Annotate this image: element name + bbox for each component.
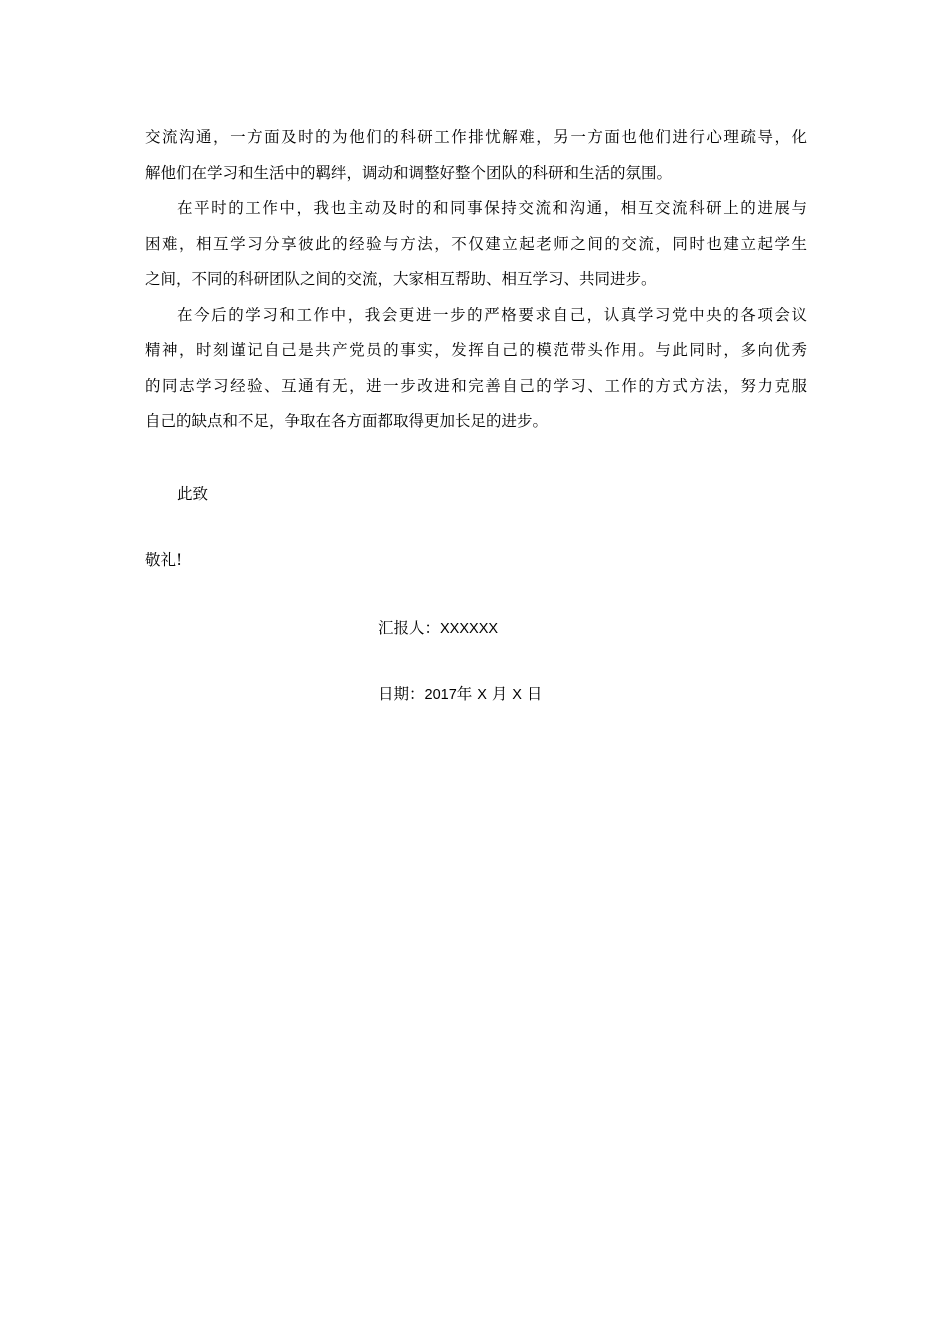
paragraph-line: 在平时的工作中，我也主动及时的和同事保持交流和沟通，相互交流科研上的进展与	[177, 199, 807, 217]
paragraph-future	[145, 298, 807, 440]
closing-respect: 敬礼!	[145, 551, 183, 569]
paragraph-communication	[145, 120, 807, 191]
paragraph-line: 之间，不同的科研团队之间的交流，大家相互帮助、相互学习、共同进步。	[145, 270, 657, 288]
letter-body	[145, 120, 807, 440]
reporter-name: XXXXXX	[440, 621, 499, 637]
date-day-unit: 日	[526, 685, 543, 703]
paragraph-line: 交流沟通，一方面及时的为他们的科研工作排忧解难，另一方面也他们进行心理疏导，化	[145, 128, 807, 146]
date-year: 2017	[424, 687, 457, 703]
paragraph-line: 困难，相互学习分享彼此的经验与方法，不仅建立起老师之间的交流，同时也建立起学生	[145, 234, 807, 253]
date-year-unit: 年	[456, 685, 473, 703]
paragraph-line: 在今后的学习和工作中，我会更进一步的严格要求自己，认真学习党中央的各项会议	[177, 305, 807, 324]
paragraph-line: 的同志学习经验、互通有无，进一步改进和完善自己的学习、工作的方式方法，努力克服	[145, 376, 807, 395]
date-day: X	[512, 687, 522, 703]
closing-salutation: 此致	[177, 485, 209, 503]
paragraph-line: 自己的缺点和不足，争取在各方面都取得更加长足的进步。	[145, 412, 549, 430]
date-month-unit: 月	[491, 685, 508, 703]
date-label: 日期：	[378, 685, 425, 703]
reporter-signature	[378, 617, 498, 640]
signature-date	[378, 683, 542, 706]
paragraph-line: 精神，时刻谨记自己是共产党员的事实，发挥自己的模范带头作用。与此同时，多向优秀	[145, 341, 807, 359]
reporter-label: 汇报人：	[378, 619, 441, 637]
paragraph-colleagues	[145, 191, 807, 298]
paragraph-line: 解他们在学习和生活中的羁绊，调动和调整好整个团队的科研和生活的氛围。	[145, 163, 673, 182]
date-month: X	[477, 687, 487, 703]
